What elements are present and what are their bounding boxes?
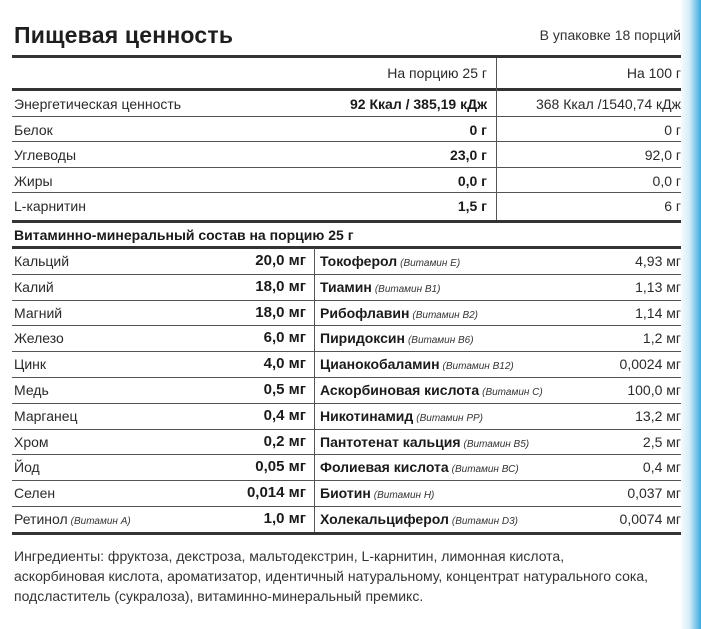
- row-divider: [12, 480, 681, 481]
- mineral-name: [14, 304, 62, 322]
- vitamin-rule: [12, 246, 681, 249]
- nutrition-name: L-карнитин: [14, 198, 86, 214]
- vitamin-name: [320, 458, 519, 479]
- vitamin-note: (Витамин В6): [407, 335, 474, 347]
- servings-per-pack: В упаковке 18 порций: [539, 27, 681, 43]
- vitamin-name-text: Пантотенат кальция: [320, 433, 461, 450]
- row-divider: [12, 274, 681, 275]
- nutrition-serving-value: 92 Ккал / 385,19 кДж: [350, 96, 487, 112]
- mineral-amount: 0,2 мг: [263, 432, 306, 450]
- row-divider: [12, 325, 681, 326]
- mineral-name: [14, 278, 54, 296]
- mineral-amount: 0,5 мг: [263, 381, 306, 398]
- vitamin-note: (Витамин В5): [463, 438, 530, 450]
- vitamin-amount: 1,13 мг: [635, 278, 681, 295]
- row-divider: [12, 454, 681, 455]
- mineral-name-text: Хром: [14, 433, 49, 450]
- mineral-name-text: Медь: [14, 382, 49, 398]
- vitamin-name-text: Аскорбиновая кислота: [320, 382, 480, 398]
- mineral-amount: 1,0 мг: [263, 510, 306, 527]
- vitamin-name-text: Рибофлавин: [320, 304, 410, 321]
- mineral-name-text: Кальций: [14, 253, 70, 269]
- vitamin-name-text: Фолиевая кислота: [320, 459, 449, 476]
- mineral-amount: 18,0 мг: [255, 277, 306, 295]
- vitamin-amount: 0,4 мг: [642, 459, 681, 476]
- nutrition-100g-value: 92,0 г: [644, 147, 681, 163]
- mineral-name: [14, 381, 49, 399]
- mineral-name-text: Магний: [14, 304, 63, 321]
- row-divider: [12, 351, 681, 352]
- row-divider: [12, 377, 681, 378]
- nutrition-serving-value: 23,0 г: [450, 147, 487, 163]
- vitamin-amount: 1,14 мг: [635, 304, 681, 321]
- vitamin-amount: 0,037 мг: [627, 485, 681, 502]
- vitamin-name-text: Пиридоксин: [320, 330, 405, 347]
- vitamin-name: [320, 304, 478, 325]
- vitamin-name-text: Тиамин: [320, 278, 372, 295]
- nutrition-serving-value: 0 г: [469, 121, 487, 138]
- vitamin-note: (Витамин РР): [416, 412, 484, 424]
- mineral-name: [14, 433, 49, 451]
- mineral-name-text: Йод: [14, 459, 40, 476]
- vitamin-name: [320, 381, 543, 402]
- mineral-name: [14, 407, 78, 425]
- mineral-amount: 20,0 мг: [255, 252, 306, 269]
- mineral-name-text: Селен: [14, 485, 56, 502]
- vitamin-amount: 4,93 мг: [635, 253, 681, 269]
- col-header-100g: На 100 г: [626, 65, 681, 81]
- vitamin-note: (Витамин Н): [373, 490, 435, 502]
- nutrition-serving-value: 1,5 г: [457, 198, 487, 214]
- row-divider: [12, 116, 681, 117]
- vitamin-name-text: Цианокобаламин: [320, 356, 440, 373]
- row-divider: [12, 506, 681, 507]
- vitamin-note: (Витамин В12): [442, 361, 514, 373]
- vitamin-name: [320, 252, 460, 273]
- vitamin-note: (Витамин Е): [400, 258, 461, 269]
- vitamin-amount: 0,0074 мг: [619, 511, 681, 527]
- vitamin-header: Витаминно-минеральный состав на порцию 25 г: [14, 227, 354, 243]
- nutrition-name: Белок: [14, 121, 53, 138]
- mineral-name-text: Калий: [14, 278, 54, 295]
- ingredients-text: Ингредиенты: фруктоза, декстроза, мальтодекстрин, L-карнитин, лимонная кислота, аскорбиновая кислота, ароматизатор, идентичный натуральному, концентрат натурального сока, подсластитель (сукралоза), витаминно-минеральный премикс.: [14, 548, 649, 604]
- nutrition-100g-value: 368 Ккал /1540,74 кДж: [535, 96, 681, 112]
- vitamin-amount: 2,5 мг: [642, 433, 681, 450]
- vitamin-note: (Витамин ВС): [451, 464, 519, 476]
- vitamin-note: (Витамин В1): [374, 283, 441, 295]
- vitamin-name: [320, 484, 434, 505]
- mineral-amount: 18,0 мг: [255, 303, 306, 321]
- bottom-rule: [12, 532, 681, 535]
- vitamin-amount: 100,0 мг: [627, 382, 681, 398]
- nutrition-name: Энергетическая ценность: [14, 96, 182, 112]
- mineral-name: [14, 510, 131, 531]
- mineral-name-text: Ретинол: [14, 511, 68, 527]
- vitamin-note: (Витамин D3): [451, 516, 519, 527]
- mineral-name: [14, 458, 40, 476]
- package-edge: [681, 0, 701, 629]
- mineral-name: [14, 329, 64, 347]
- vitamin-name: [320, 433, 529, 454]
- vitamin-amount: 0,0024 мг: [619, 356, 681, 373]
- mineral-amount: 0,05 мг: [255, 458, 306, 476]
- vitamin-note: (Витамин С): [482, 387, 543, 398]
- vitamin-amount: 1,2 мг: [642, 330, 681, 347]
- vitamin-name: [320, 355, 514, 376]
- row-divider: [12, 300, 681, 301]
- mineral-amount: 4,0 мг: [263, 355, 306, 373]
- nutrition-serving-value: 0,0 г: [457, 172, 487, 189]
- nutrition-100g-value: 6 г: [664, 198, 681, 214]
- vitamin-name: [320, 329, 474, 350]
- mineral-name-text: Железо: [14, 330, 64, 347]
- column-divider: [314, 248, 315, 532]
- column-divider: [496, 58, 497, 221]
- nutrition-name: Углеводы: [14, 147, 77, 163]
- vitamin-name: [320, 407, 483, 428]
- vitamin-name-text: Токоферол: [320, 253, 398, 269]
- row-divider: [12, 403, 681, 404]
- mineral-amount: 0,014 мг: [246, 484, 306, 502]
- col-header-serving: На порцию 25 г: [387, 65, 487, 81]
- vitamin-amount: 13,2 мг: [635, 407, 681, 424]
- mineral-amount: 0,4 мг: [263, 406, 306, 424]
- mineral-amount: 6,0 мг: [263, 329, 306, 347]
- nutrition-bottom-rule: [12, 220, 681, 223]
- row-divider: [12, 141, 681, 142]
- vitamin-name: [320, 278, 440, 299]
- mineral-name-text: Цинк: [14, 356, 47, 373]
- top-rule: [12, 55, 681, 58]
- vitamin-note: (Витамин В2): [412, 309, 479, 321]
- vitamin-name-text: Биотин: [320, 485, 371, 502]
- mineral-name: [14, 252, 69, 270]
- row-divider: [12, 429, 681, 430]
- vitamin-name-text: Холекальциферол: [320, 511, 449, 527]
- nutrition-name: Жиры: [14, 172, 53, 189]
- nutrition-100g-value: 0 г: [664, 121, 681, 138]
- vitamin-name: [320, 510, 518, 531]
- mineral-name-text: Марганец: [14, 407, 78, 424]
- label-title: Пищевая ценность: [14, 22, 234, 48]
- row-divider: [12, 192, 681, 193]
- header-rule: [12, 88, 681, 91]
- row-divider: [12, 167, 681, 168]
- vitamin-name-text: Никотинамид: [320, 407, 414, 424]
- mineral-name: [14, 355, 46, 373]
- mineral-note: (Витамин А): [70, 516, 131, 527]
- nutrition-100g-value: 0,0 г: [652, 172, 681, 189]
- mineral-name: [14, 484, 55, 502]
